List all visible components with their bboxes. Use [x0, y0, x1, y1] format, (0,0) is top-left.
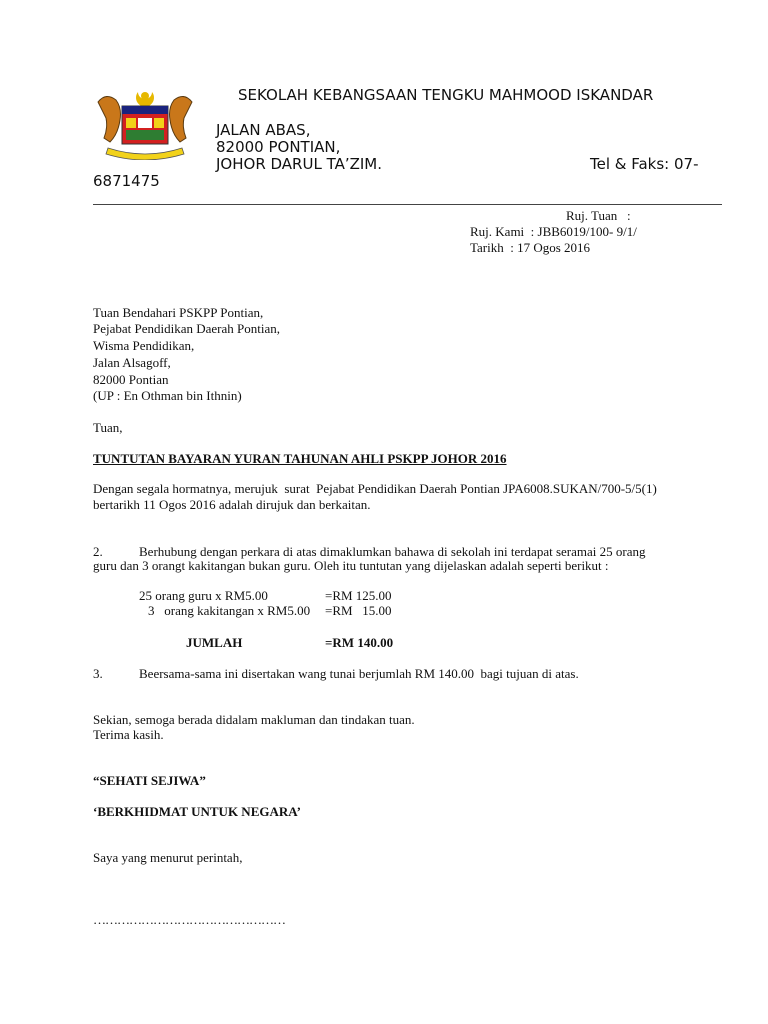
recipient-line: Tuan Bendahari PSKPP Pontian, [93, 305, 264, 320]
motto-berkhidmat: ‘BERKHIDMAT UNTUK NEGARA’ [93, 804, 302, 819]
recipient-line: Jalan Alsagoff, [93, 355, 171, 370]
para2-line: Berhubung dengan perkara di atas dimaklumkan bahawa di sekolah ini terdapat seramai 25 orang [139, 544, 646, 559]
letterhead-divider [93, 204, 722, 205]
para3-number: 3. [93, 666, 103, 681]
ref-ruj-tuan: Ruj. Tuan : [566, 208, 631, 223]
recipient-line: Wisma Pendidikan, [93, 338, 195, 353]
para3-text: Beersama-sama ini disertakan wang tunai berjumlah RM 140.00 bagi tujuan di atas. [139, 666, 579, 681]
recipient-line: 82000 Pontian [93, 372, 169, 387]
address-line-3: JOHOR DARUL TA’ZIM. [216, 155, 383, 173]
calc-row1-value: =RM 125.00 [325, 588, 392, 603]
tel-fax-label: Tel & Faks: 07- [590, 155, 699, 173]
address-line-2: 82000 PONTIAN, [216, 138, 341, 156]
ref-tarikh: Tarikh : 17 Ogos 2016 [470, 240, 591, 255]
signoff: Saya yang menurut perintah, [93, 850, 243, 865]
para2-number: 2. [93, 544, 103, 559]
salutation: Tuan, [93, 420, 123, 435]
calc-row2-value: =RM 15.00 [325, 603, 392, 618]
calc-row2-label: 3 orang kakitangan x RM5.00 [148, 603, 311, 618]
motto-sehati-sejiwa: “SEHATI SEJIWA” [93, 773, 206, 788]
para2-line: guru dan 3 orangt kakitangan bukan guru. Oleh itu tuntutan yang dijelaskan adalah seperti berikut : [93, 558, 609, 573]
calc-total-value: =RM 140.00 [325, 635, 394, 650]
closing-line-2: Terima kasih. [93, 727, 164, 742]
school-name: SEKOLAH KEBANGSAAN TENGKU MAHMOOD ISKANDAR [238, 86, 654, 104]
address-line-1: JALAN ABAS, [216, 121, 311, 139]
para1-line: bertarikh 11 Ogos 2016 adalah dirujuk dan berkaitan. [93, 497, 371, 512]
closing-line-1: Sekian, semoga berada didalam makluman dan tindakan tuan. [93, 712, 415, 727]
signature-line: ………………………………………… [93, 912, 285, 927]
recipient-line: Pejabat Pendidikan Daerah Pontian, [93, 321, 281, 336]
recipient-line: (UP : En Othman bin Ithnin) [93, 388, 242, 403]
ref-ruj-kami: Ruj. Kami : JBB6019/100- 9/1/ [470, 224, 637, 239]
malaysia-coat-of-arms-icon [94, 88, 196, 160]
calc-total-label: JUMLAH [186, 635, 243, 650]
calc-row1-label: 25 orang guru x RM5.00 [139, 588, 268, 603]
letter-subject: TUNTUTAN BAYARAN YURAN TAHUNAN AHLI PSKPP JOHOR 2016 [93, 451, 507, 466]
tel-fax-number: 6871475 [93, 172, 160, 190]
para1-line: Dengan segala hormatnya, merujuk surat Pejabat Pendidikan Daerah Pontian JPA6008.SUKAN/700-5/5(1) [93, 481, 657, 496]
